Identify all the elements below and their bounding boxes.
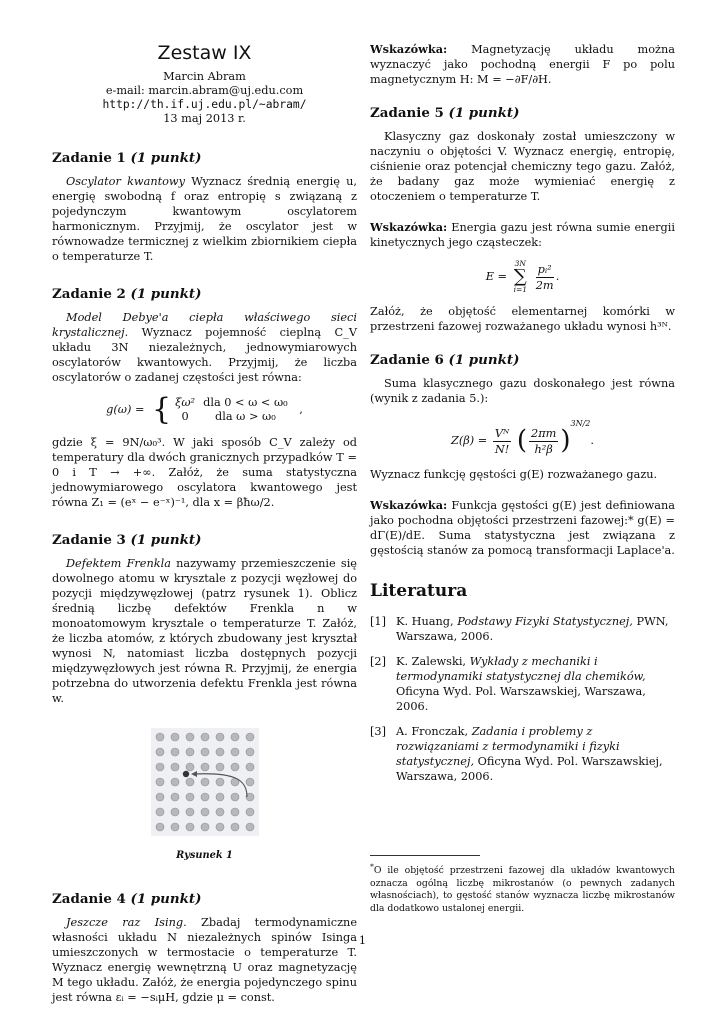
hint-density: Wskazówka: Funkcja gęstości g(E) jest definiowana jako pochodna objętości przestrzeni fazowej:* g(E) = dΓ(E)/dE. Suma statystyczna jest związana z gęstością stanów za pomocą transformacji Laplace'a.: [370, 497, 675, 557]
lattice-site: [186, 733, 194, 741]
task-4-text: Jeszcze raz Ising. Zbadaj termodynamiczne własności układu N niezależnych spinów Isinga umieszczonych w termostacie o temperaturze T. Wyznacz energię wewnętrzną U oraz magnetyzację M tego układu. Załóż, że energia pojedynczego spinu jest równa εᵢ = −sᵢμH, gdzie μ = const.: [52, 916, 357, 1004]
lattice-site: [246, 823, 254, 831]
author-email: e-mail: marcin.abram@uj.edu.com: [105, 84, 304, 97]
author-url[interactable]: http://th.if.uj.edu.pl/~abram/: [102, 98, 307, 111]
task-6-text-2: Wyznacz funkcję gęstości g(E) rozważanego gazu.: [370, 467, 658, 481]
lattice-site: [171, 823, 179, 831]
lattice-site: [246, 763, 254, 771]
figure-caption: Rysunek 1: [176, 850, 233, 861]
date: 13 maj 2013 r.: [163, 112, 246, 125]
task-6-heading: Zadanie 6 (1 punkt): [370, 352, 520, 368]
lattice-site: [216, 808, 224, 816]
lattice-site: [156, 763, 164, 771]
figure-1: [52, 728, 357, 863]
lattice-site: [216, 733, 224, 741]
left-column: [52, 42, 357, 1027]
lattice-site: [246, 778, 254, 786]
hint-energy: Wskazówka: Energia gazu jest równa sumie energii kinetycznych jego cząsteczek: E = 3N ∑ i=1 $\frac{\text{pᵢ²}}{2m}$ . Załóż, że objętość elementarnej komórki w przestrzeni fazowej rozważanego układu wynosi h³ᴺ.: [370, 220, 675, 333]
lattice-site: [156, 823, 164, 831]
task-3-heading: Zadanie 3 (1 punkt): [52, 532, 202, 548]
task-2-text-2: gdzie ξ = 9N/ω₀³. W jaki sposób C_V zależy od temperatury dla dwóch granicznych przypadków T = 0 i T → +∞. Załóż, że suma statystyczna jednowymiarowego oscylatora kwantowego jest równa Z₁ = (eˣ − e⁻ˣ)⁻¹, dla x = βħω/2.: [52, 436, 357, 509]
task-5-heading: Zadanie 5 (1 punkt): [370, 105, 520, 121]
title-block: [52, 42, 357, 126]
lattice-site: [201, 793, 209, 801]
reference-item: [2] K. Zalewski, Wykłady z mechaniki i termodynamiki statystycznej dla chemików, Oficyna Wyd. Pol. Warszawskiej, Warszawa, 2006.: [370, 654, 646, 713]
lattice-site: [231, 793, 239, 801]
lattice-site: [201, 808, 209, 816]
lattice-site: [201, 778, 209, 786]
lattice-site: [186, 793, 194, 801]
lattice-site: [216, 778, 224, 786]
lattice-site: [231, 808, 239, 816]
task-5: [370, 105, 675, 204]
lattice-site: [231, 763, 239, 771]
task-5-text: Klasyczny gaz doskonały został umieszczony w naczyniu o objętości V. Wyznacz energię, entropię, ciśnienie oraz potencjał chemiczny tego gazu. Załóż, że badany gaz może wymieniać energię z otoczeniem o temperaturze T.: [370, 130, 675, 203]
page-title: Zestaw IX: [157, 42, 252, 64]
lattice-site: [201, 733, 209, 741]
hint-magnetization: Wskazówka: Magnetyzację układu można wyznaczyć jako pochodną energii F po polu magnetycznym H: M = −∂F/∂H.: [370, 42, 675, 86]
lattice-site: [186, 823, 194, 831]
lattice-site: [216, 748, 224, 756]
lattice-site: [201, 748, 209, 756]
task-6-text: Suma klasycznego gazu doskonałego jest równa (wynik z zadania 5.):: [370, 377, 675, 405]
task-2-equation: g(ω) = { ξω² dla 0 < ω < ω₀ 0 dla ω > ω₀ ,: [106, 392, 303, 427]
reference-item: [3] A. Fronczak, Zadania i problemy z rozwiązaniami z termodynamiki i fizyki statystycznej, Oficyna Wyd. Pol. Warszawskiej, Warszawa, 2006.: [370, 724, 663, 783]
task-2-text: Model Debye'a ciepła właściwego sieci krystalicznej. Wyznacz pojemność cieplną C_V układu 3N niezależnych, jednowymiarowych oscylatorów kwantowych. Przyjmij, że liczba oscylatorów o zadanej częstości jest równa:: [52, 311, 357, 384]
footnote: *O ile objętość przestrzeni fazowej dla układów kwantowych oznacza ogólną liczbę mikrostanów (o pewnych zadanych własnościach), to gęstość stanów wyznacza liczbę mikrostanów dla dodatkowo ustalonej energii.: [370, 855, 675, 915]
phase-cell-text: Załóż, że objętość elementarnej komórki w przestrzeni fazowej rozważanego układu wynosi h³ᴺ.: [370, 305, 675, 333]
task-2: [52, 286, 357, 510]
literature-heading: Literatura: [370, 580, 468, 601]
lattice-site: [186, 748, 194, 756]
lattice-site: [231, 748, 239, 756]
lattice-site: [156, 793, 164, 801]
author-name: Marcin Abram: [163, 70, 246, 83]
right-column: [370, 42, 675, 794]
task-1-text: Oscylator kwantowy Wyznacz średnią energię u, energię swobodną f oraz entropię s związaną z pojedynczym kwantowym oscylatorem harmonicznym. Przyjmij, że oscylator jest w równowadze termicznej z wielkim zbiornikiem ciepła o temperaturze T.: [52, 175, 357, 263]
lattice-site: [186, 763, 194, 771]
task-6: [370, 352, 675, 482]
task-1: [52, 150, 357, 264]
lattice-site: [186, 808, 194, 816]
lattice-site: [246, 808, 254, 816]
lattice-site: [171, 808, 179, 816]
lattice-site: [216, 793, 224, 801]
task-3-text: Defektem Frenkla nazywamy przemieszczenie się dowolnego atomu w krysztale z pozycji węzłowej do pozycji międzywęzłowej (patrz rysunek 1). Oblicz średnią liczbę defektów Frenkla n w monoatomowym krysztale o temperaturze T. Załóż, że liczba atomów, z których zbudowany jest kryształ wynosi N, natomiast liczba dostępnych pozycji międzywęzłowych jest równa R. Przyjmij, że energia potrzebna do utworzenia defektu Frenkla jest równa w.: [52, 557, 357, 705]
lattice-site: [246, 748, 254, 756]
lattice-site: [156, 733, 164, 741]
lattice-site: [201, 763, 209, 771]
interstitial-atom: [182, 771, 188, 777]
lattice-site: [171, 748, 179, 756]
lattice-site: [231, 733, 239, 741]
task-3: [52, 532, 357, 863]
lattice-site: [216, 763, 224, 771]
lattice-site: [216, 823, 224, 831]
task-4-heading: Zadanie 4 (1 punkt): [52, 891, 202, 907]
page-number: 1: [358, 934, 367, 947]
lattice-site: [156, 808, 164, 816]
lattice-site: [186, 778, 194, 786]
task-1-heading: Zadanie 1 (1 punkt): [52, 150, 202, 166]
lattice-site: [231, 823, 239, 831]
lattice-site: [171, 793, 179, 801]
literature-section: [370, 580, 675, 784]
lattice-site: [246, 733, 254, 741]
lattice-site: [171, 733, 179, 741]
lattice-site: [171, 778, 179, 786]
partition-equation: Z(β) = $\frac{\text{Vᴺ}}{N!}$ ( $\frac{2\pi m}{\text{h²β}}$ )$^{3N/2}$.: [451, 419, 594, 456]
lattice-site: [201, 823, 209, 831]
lattice-site: [156, 748, 164, 756]
energy-equation: E = 3N ∑ i=1 $\frac{\text{pᵢ²}}{2m}$ .: [485, 259, 560, 294]
lattice-figure: [151, 728, 259, 836]
reference-item: [1] K. Huang, Podstawy Fizyki Statystycznej, PWN, Warszawa, 2006.: [370, 614, 669, 643]
lattice-site: [156, 778, 164, 786]
task-4: [52, 891, 357, 1005]
lattice-site: [171, 763, 179, 771]
task-2-heading: Zadanie 2 (1 punkt): [52, 286, 202, 302]
